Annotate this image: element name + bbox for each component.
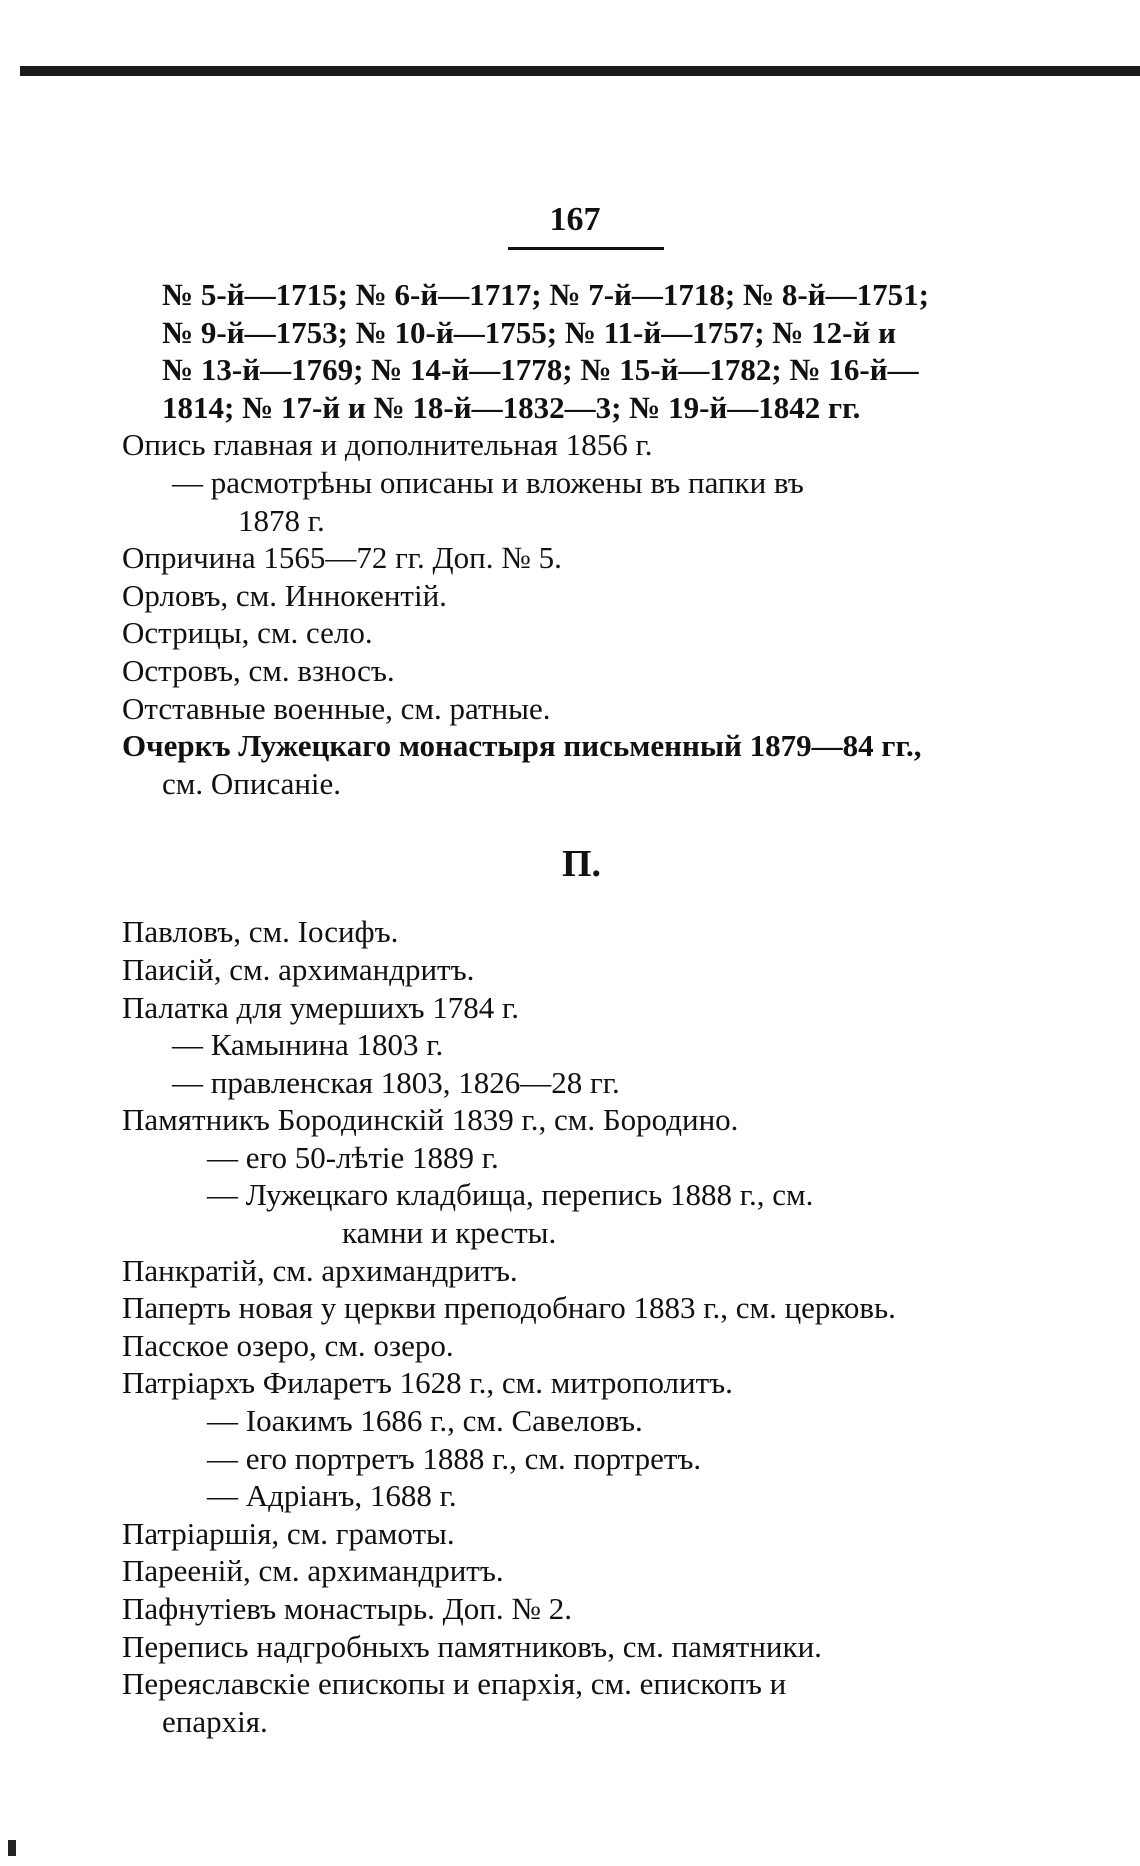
index-entry: Патріархъ Филаретъ 1628 г., см. митрополитъ. xyxy=(122,1365,733,1401)
index-entry: — его 50-лѣтіе 1889 г. xyxy=(207,1139,499,1175)
index-entry: Очеркъ Лужецкаго монастыря письменный 1879—84 гг., xyxy=(122,728,922,764)
index-entry: Островъ, см. взносъ. xyxy=(122,652,395,688)
index-entry: Орловъ, см. Иннокентій. xyxy=(122,577,447,613)
index-entry: Пасское озеро, см. озеро. xyxy=(122,1327,454,1363)
index-entry: № 13-й—1769; № 14-й—1778; № 15-й—1782; № 16-й— xyxy=(162,352,919,388)
index-entry: Опричина 1565—72 гг. Доп. № 5. xyxy=(122,540,562,576)
index-entry: — Адріанъ, 1688 г. xyxy=(207,1478,457,1514)
index-entry: — правленская 1803, 1826—28 гг. xyxy=(172,1064,620,1100)
section-gap xyxy=(122,802,1044,838)
index-entry: Памятникъ Бородинскій 1839 г., см. Бородино. xyxy=(122,1102,739,1138)
index-entry: № 9-й—1753; № 10-й—1755; № 11-й—1757; № 12-й и xyxy=(162,314,896,350)
index-entry: Павловъ, см. Іосифъ. xyxy=(122,914,399,950)
index-entry: Отставные военные, см. ратные. xyxy=(122,690,551,726)
entries-section-o xyxy=(122,276,1044,802)
index-entry: Перепись надгробныхъ памятниковъ, см. памятники. xyxy=(122,1628,822,1664)
index-entry: камни и кресты. xyxy=(342,1215,557,1251)
index-entry: — Камынина 1803 г. xyxy=(172,1027,444,1063)
page-number-underline xyxy=(508,247,664,250)
index-entry: 1814; № 17-й и № 18-й—1832—3; № 19-й—1842 гг. xyxy=(162,389,861,425)
index-entry: Опись главная и дополнительная 1856 г. xyxy=(122,427,653,463)
entries-section-p xyxy=(122,913,1044,1740)
index-entry: Панкратій, см. архимандритъ. xyxy=(122,1252,518,1288)
index-entry: Паисій, см. архимандритъ. xyxy=(122,951,475,987)
index-entry: — Лужецкаго кладбища, перепись 1888 г., см. xyxy=(207,1177,814,1213)
index-entry: — Іоакимъ 1686 г., см. Савеловъ. xyxy=(207,1403,643,1439)
section-letter: П. xyxy=(562,843,602,886)
index-entry: Переяславскіе епископы и епархія, см. епископъ и xyxy=(122,1666,787,1702)
index-entry: Палатка для умершихъ 1784 г. xyxy=(122,989,519,1025)
corner-mark xyxy=(8,1840,16,1856)
index-entry: — расмотрѣны описаны и вложены въ папки въ xyxy=(172,464,804,500)
index-entry: Острицы, см. село. xyxy=(122,615,373,651)
top-rule xyxy=(20,66,1140,76)
index-entry: Пафнутіевъ монастырь. Доп. № 2. xyxy=(122,1591,572,1626)
index-text xyxy=(122,276,1044,1740)
index-entry: — его портретъ 1888 г., см. портретъ. xyxy=(207,1440,702,1476)
index-entry: № 5-й—1715; № 6-й—1717; № 7-й—1718; № 8-й—1751; xyxy=(162,277,929,312)
index-entry: 1878 г. xyxy=(238,502,325,538)
index-entry: Паперть новая у церкви преподобнаго 1883 г., см. церковь. xyxy=(122,1290,896,1326)
index-entry: Патріаршія, см. грамоты. xyxy=(122,1515,455,1551)
section-heading xyxy=(122,838,1044,913)
index-entry: см. Описаніе. xyxy=(162,765,342,801)
index-entry: Пареенiй, см. архимандритъ. xyxy=(122,1553,504,1589)
page-number: 167 xyxy=(549,201,601,238)
index-entry: епархія. xyxy=(162,1703,268,1739)
